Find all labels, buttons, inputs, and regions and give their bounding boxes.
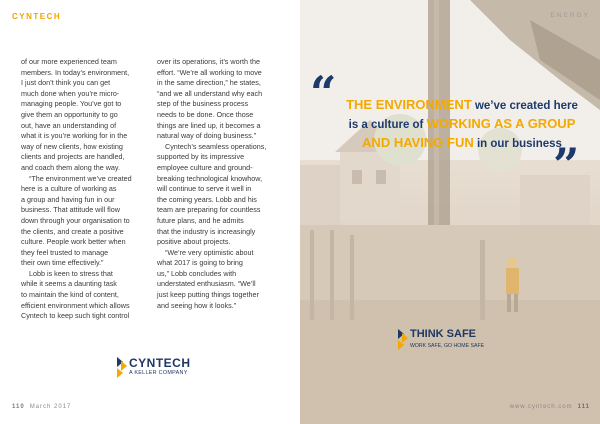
page-number: 110 [12,404,25,410]
quote-text: in our business [473,138,562,150]
think-safe-logo [396,328,536,358]
paragraph: Lobb is keen to stress that while it seems a daunting task to maintain the kind of content, efficient environment which allows Cyntech to keep such tight control [21,268,130,321]
issue-date: March 2017 [29,404,72,410]
paragraph: of our more experienced team members. In today’s environment, I just don’t think you can get much done when you’re micro- managing people. You’ve got to give them an opportunity to go out, have an understanding of what it is you’re working for in the way of new clients, how existing clients and projects are handled, and coach them along the way. [21,57,130,172]
think-safe-tagline: WORK SAFE, GO HOME SAFE [410,343,485,349]
think-safe-title: THINK SAFE [410,328,476,340]
article-column-2 [157,57,284,311]
page-number: 111 [577,404,590,410]
construction-site-photo [300,0,600,424]
logo-tagline: A KELLER COMPANY [129,370,188,376]
cyntech-logo [115,356,225,380]
footer-right [510,404,590,410]
footer-left [12,404,71,410]
section-header-cyntech: CYNTECH [12,12,62,21]
quote-highlight: THE ENVIRONMENT [346,97,472,112]
logo-name: CYNTECH [129,356,191,370]
website-url: www.cyntech.com [509,404,573,410]
paragraph: “We’re very optimistic about what 2017 is going to bring us,” Lobb concludes with understated enthusiasm. “We’ll just keep putting things together and seeing how it looks.” [157,247,259,310]
quote-text: we’ve created here [471,100,578,112]
paragraph: Cyntech’s seamless operations, supported by its impressive employee culture and ground- breaking technological knowhow, will continue to serve it well in the coming years. Lobb and his team are preparing for countless future plans, and he admits that the industry is increasingly positive about projects. [157,141,267,247]
close-quote-mark: ” [553,138,580,192]
think-safe-icon [396,329,408,351]
quote-text: is a culture of [348,119,427,131]
quote-highlight: AND HAVING FUN [362,135,474,150]
quote-highlight: WORKING AS A GROUP [426,116,576,131]
open-quote-mark: “ [310,66,337,120]
article-column-1 [21,57,147,322]
right-page [300,0,600,424]
paragraph: over its operations, it’s worth the effort. “We’re all working to move in the same direction,” he states, “and we all understand why each step of the business process needs to be done. Once those things are lined up, it becomes a natural way of doing business.” [157,57,263,141]
cyntech-logo-icon [115,357,127,379]
section-header-energy: ENERGY [550,12,590,19]
paragraph: “The environment we’ve created here is a culture of working as a group and having fun in our business. That attitude will flow down through your organisation to the clients, and create a positive culture. People work better when they feel trusted to manage their own time effectively.” [21,173,132,268]
